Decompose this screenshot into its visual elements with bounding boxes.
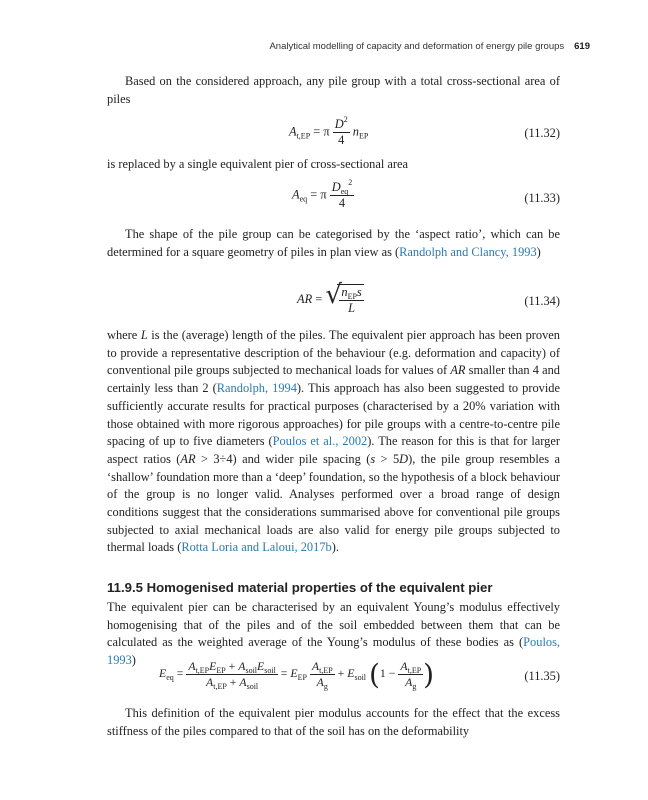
eq4-fraction-3: $\frac{A_{t,EP}}{A_g}$ (400, 659, 422, 691)
eq3-lhs: AR (297, 291, 313, 306)
paragraph-intro: Based on the considered approach, any pile group with a total cross-sectional area of piles (107, 74, 560, 106)
eq1-lhs: A (289, 124, 297, 139)
eq2-num-sub: eq (340, 187, 349, 196)
eq1-den: 4 (338, 133, 345, 147)
equation-11-32 (107, 117, 560, 157)
eq1-num-sup: 2 (343, 115, 348, 124)
eq2-lhs: A (292, 187, 300, 202)
eq2-equals: = (310, 187, 318, 202)
equation-number-11-35: (11.35) (524, 669, 560, 683)
running-title: Analytical modelling of capacity and deformation of energy pile groups (269, 41, 565, 52)
eq1-lhs-sub: t,EP (296, 131, 311, 141)
eq4-fraction-2: $\frac{A_{t,EP}}{A_g}$ (311, 659, 333, 691)
eq1-pi: π (323, 124, 330, 139)
equation-number-11-34: (11.34) (524, 294, 560, 308)
eq1-num: D (334, 117, 344, 131)
equation-number-11-32: (11.32) (524, 126, 560, 140)
eq2-pi: π (320, 187, 327, 202)
eq3-den: L (348, 301, 355, 315)
eq2-num: D (331, 180, 341, 194)
eq2-fraction (330, 180, 355, 211)
eq3-num: n (341, 285, 348, 299)
eq2-lhs-sub: eq (299, 194, 308, 204)
eq3-num-s: s (356, 285, 362, 299)
equation-number-11-33: (11.33) (524, 191, 560, 205)
paragraph-definition: This definition of the equivalent pier modulus accounts for the effect that the excess stiffness of the piles compared to that of the soil has on the deformability (107, 706, 560, 738)
equation-11-33 (107, 180, 560, 218)
citation-poulos-2002[interactable]: Poulos et al., 2002 (272, 434, 368, 449)
eq3-num-sub: EP (347, 292, 357, 301)
eq1-equals: = (313, 124, 321, 139)
paragraph-aspect-ratio: The shape of the pile group can be categorised by the ‘aspect ratio’, which can be determined for a square geometry of piles in plan view as (Randolph and Clancy, 1993) (107, 227, 560, 259)
paragraph-replaced: is replaced by a single equivalent pier of cross-sectional area (107, 157, 409, 171)
paragraph-equivalent-pier: where L is the (average) length of the piles. The equivalent pier approach has been proven to provide a representative description of the behaviour (e.g. deformation and capacity) of conventional pile groups subjected to mechanical loads for values of AR smaller than 4 and certainly less than 2 (Randolph, 1994). This approach has also been suggested to provide sufficiently accurate results for practical purposes (characterised by a 20% variation with those obtained with more rigorous approaches) for pile groups with a centre-to-centre pile spacing of up to five diameters (Poulos et al., 2002). The reason for this is that for larger aspect ratios (AR > 3÷4) and wider pile spacing (s > 5D), the pile group resembles a ‘shallow’ foundation more than a ‘deep’ foundation, so the hypothesis of a block behaviour of the group is no longer valid. Analyses performed over a broad range of design conditions suggest that the considerations summarised above for conventional pile groups subjected to axial mechanical loads are also valid for energy pile groups subjected to thermal loads (Rotta Loria and Laloui, 2017b). (107, 328, 560, 555)
page-number: 619 (574, 41, 590, 52)
paragraph-homogenised: The equivalent pier can be characterised by an equivalent Young’s modulus effectively homogenising that of the piles and of the soil embedded between them that can be calculated as the weighted average of the Young’s modulus of these bodies as (Poulos, 1993) (107, 600, 560, 668)
eq1-factor-sub: EP (359, 131, 369, 141)
eq2-den: 4 (338, 196, 346, 210)
eq4-fraction-1: $\frac{A_{t,EP}E_{EP} + A_{soil}E_{soil}}{A_{t,EP} + A_{soil}}$ (188, 659, 276, 691)
section-heading: 11.9.5 Homogenised material properties of the equivalent pier (107, 580, 493, 595)
citation-randolph-clancy[interactable]: Randolph and Clancy, 1993 (399, 244, 537, 259)
equation-11-35: $E_{eq}$ = $\frac{A_{t,EP}E_{EP} + A_{soil}E_{soil}}{A_{t,EP} + A_{soil}}$ = $E_{EP}$ $\frac{A_{t,EP}}{A_g}$ + $E_{soil}$ (1 − $\frac{A_{t,EP}}{A_g}$ ) (11.35) (159, 658, 560, 691)
citation-poulos-1993[interactable]: Poulos, 1993 (107, 635, 560, 668)
running-header (269, 41, 590, 52)
citation-rotta-loria-laloui[interactable]: Rotta Loria and Laloui, 2017b (181, 540, 332, 555)
eq1-factor: n (352, 124, 359, 139)
eq3-sqrt: √ $\frac{n_{EP}s}{L}$ (325, 280, 362, 315)
equation-11-34 (107, 280, 560, 324)
citation-randolph-1994[interactable]: Randolph, 1994 (216, 381, 297, 396)
eq1-fraction (333, 117, 350, 148)
eq2-num-sup: 2 (348, 178, 353, 187)
eq3-equals: = (315, 291, 323, 306)
